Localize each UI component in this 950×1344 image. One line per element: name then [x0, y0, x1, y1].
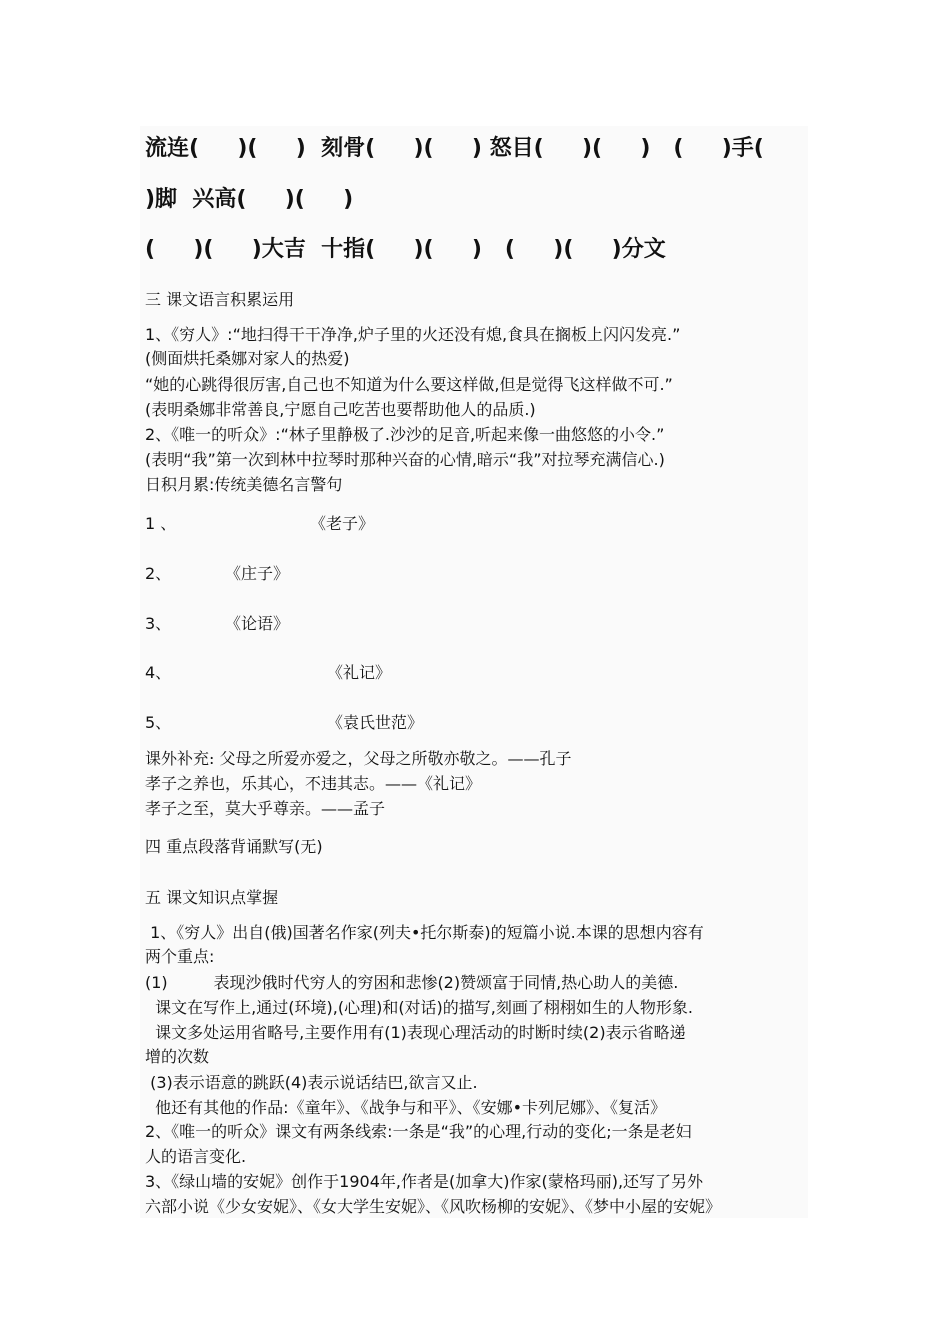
- section5-line: 六部小说《少女安妮》、《女大学生安妮》、《风吹杨柳的安妮》、《梦中小屋的安妮》: [145, 1197, 722, 1216]
- quote-number: 4、: [145, 663, 172, 682]
- section5-line: 增的次数: [145, 1047, 210, 1066]
- section5-line: (1) 表现沙俄时代穷人的穷困和悲惨(2)赞颂富于同情,热心助人的美德.: [145, 973, 679, 992]
- extra-line: 孝子之至，莫大乎尊亲。——孟子: [145, 799, 386, 818]
- section3-line: 日积月累:传统美德名言警句: [145, 475, 343, 494]
- section5-line: (3)表示语意的跳跃(4)表示说话结巴,欲言又止.: [145, 1073, 478, 1092]
- quote-number: 2、: [145, 564, 172, 583]
- section3-line: 1、《穷人》:“地扫得干干净净,炉子里的火还没有熄,食具在搁板上闪闪发亮.”: [145, 325, 681, 344]
- extra-line: 课外补充: 父母之所爱亦爱之，父母之所敬亦敬之。——孔子: [145, 749, 572, 768]
- section4-title: 四 重点段落背诵默写(无): [145, 837, 323, 856]
- quote-number: 3、: [145, 614, 172, 633]
- quote-source: 《礼记》: [327, 663, 392, 682]
- extra-line: 孝子之养也，乐其心，不违其志。——《礼记》: [145, 774, 482, 793]
- section3-line: “她的心跳得很厉害,自己也不知道为什么要这样做,但是觉得飞这样做不可.”: [145, 375, 673, 394]
- section3-line: 2、《唯一的听众》:“林子里静极了.沙沙的足音,听起来像一曲悠悠的小令.”: [145, 425, 665, 444]
- section3-line: (表明“我”第一次到林中拉琴时那种兴奋的心情,暗示“我”对拉琴充满信心.): [145, 450, 665, 469]
- section3-line: (表明桑娜非常善良,宁愿自己吃苦也要帮助他人的品质.): [145, 400, 536, 419]
- section5-line: 1、《穷人》出自(俄)国著名作家(列夫•托尔斯泰)的短篇小说.本课的思想内容有: [145, 923, 704, 942]
- section5-line: 人的语言变化.: [145, 1147, 247, 1166]
- section5-title: 五 课文知识点掌握: [145, 888, 279, 907]
- quote-number: 5、: [145, 713, 172, 732]
- quote-source: 《老子》: [310, 514, 375, 533]
- quote-source: 《庄子》: [225, 564, 290, 583]
- section5-line: 两个重点:: [145, 947, 215, 966]
- idiom-row-3: ( )( )大吉 十指( )( ) ( )( )分文: [145, 237, 666, 262]
- section5-line: 课文在写作上,通过(环境),(心理)和(对话)的描写,刻画了栩栩如生的人物形象.: [145, 998, 693, 1017]
- quote-source: 《论语》: [225, 614, 290, 633]
- section5-line: 2、《唯一的听众》课文有两条线索:一条是“我”的心理,行动的变化;一条是老妇: [145, 1122, 692, 1141]
- section3-title: 三 课文语言积累运用: [145, 290, 295, 309]
- quote-number: 1 、: [145, 514, 177, 533]
- section5-line: 课文多处运用省略号,主要作用有(1)表现心理活动的时断时续(2)表示省略递: [145, 1023, 686, 1042]
- quote-source: 《袁氏世范》: [327, 713, 424, 732]
- section3-line: (侧面烘托桑娜对家人的热爱): [145, 349, 350, 368]
- section5-line: 3、《绿山墙的安妮》创作于1904年,作者是(加拿大)作家(蒙格玛丽),还写了另外: [145, 1172, 704, 1191]
- idiom-row-2: )脚 兴高( )( ): [145, 187, 354, 212]
- idiom-row-1: 流连( )( ) 刻骨( )( ) 怒目( )( ) ( )手(: [145, 136, 764, 161]
- section5-line: 他还有其他的作品:《童年》、《战争与和平》、《安娜•卡列尼娜》、《复活》: [145, 1098, 667, 1117]
